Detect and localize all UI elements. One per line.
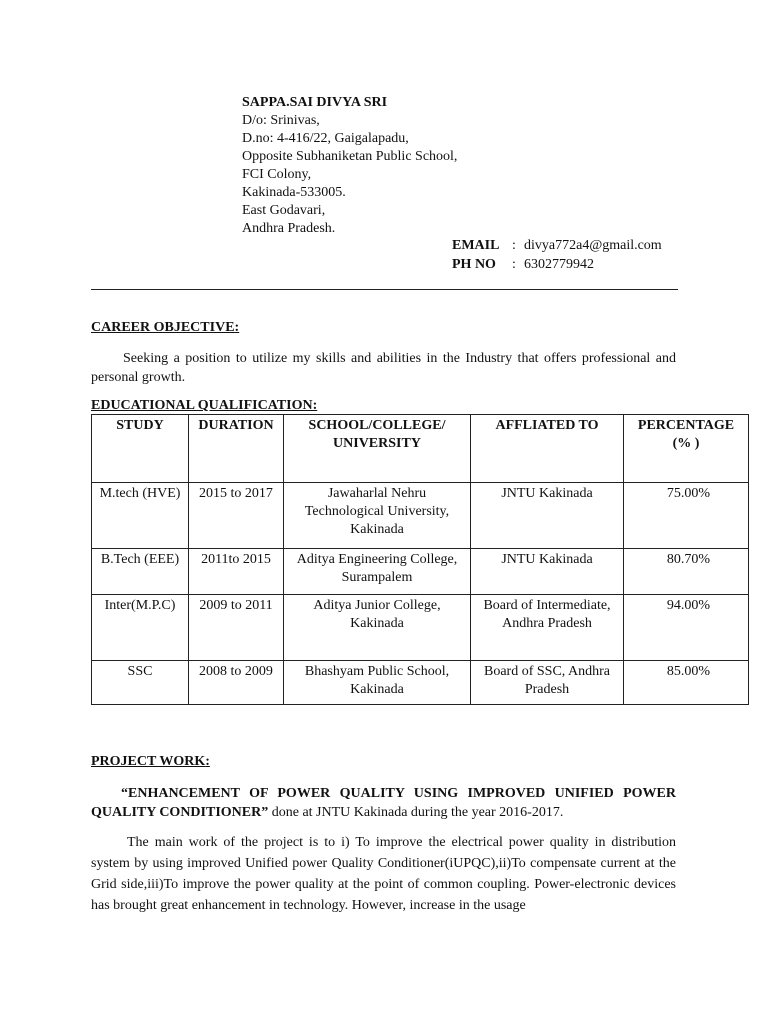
address-line: FCI Colony,	[242, 167, 312, 182]
contact-block	[452, 236, 662, 274]
affiliated-cell: Board of SSC, Andhra Pradesh	[471, 661, 624, 705]
career-objective-heading: CAREER OBJECTIVE:	[91, 320, 240, 335]
address-line: Opposite Subhaniketan Public School,	[242, 149, 458, 164]
duration-cell: 2008 to 2009	[189, 661, 284, 705]
address-line: East Godavari,	[242, 203, 326, 218]
email-label: EMAIL	[452, 238, 500, 253]
school-cell: Aditya Junior College, Kakinada	[284, 595, 471, 661]
project-title-bold: “ENHANCEMENT OF POWER QUALITY USING IMPROVED UNIFIED POWER QUALITY CONDITIONER”	[91, 786, 676, 820]
phone-separator: :	[512, 257, 516, 272]
study-cell: B.Tech (EEE)	[92, 549, 189, 595]
phone-value: 6302779942	[524, 257, 594, 272]
percentage-cell: 80.70%	[624, 549, 749, 595]
column-header: SCHOOL/COLLEGE/ UNIVERSITY	[284, 415, 471, 483]
column-header: DURATION	[189, 415, 284, 483]
school-cell: Bhashyam Public School, Kakinada	[284, 661, 471, 705]
affiliated-cell: JNTU Kakinada	[471, 483, 624, 549]
address-line: Andhra Pradesh.	[242, 221, 336, 236]
address-line: D/o: Srinivas,	[242, 113, 320, 128]
table-row	[92, 549, 749, 595]
study-cell: M.tech (HVE)	[92, 483, 189, 549]
project-description: The main work of the project is to i) To improve the electrical power quality in distribution system by using improved Unified power Quality Conditioner(iUPQC),ii)To compensate current at the Grid side,iii)To improve the power quality at the point of common coupling. Power-electronic devices has brought great enhancement in technology. However, increase in the usage	[91, 835, 676, 913]
email-value[interactable]: divya772a4@gmail.com	[524, 238, 662, 253]
school-cell: Aditya Engineering College, Surampalem	[284, 549, 471, 595]
education-heading: EDUCATIONAL QUALIFICATION:	[91, 398, 318, 413]
column-header: STUDY	[92, 415, 189, 483]
address-line: D.no: 4-416/22, Gaigalapadu,	[242, 131, 409, 146]
email-row	[452, 236, 662, 255]
table-row	[92, 595, 749, 661]
table-row	[92, 661, 749, 705]
duration-cell: 2009 to 2011	[189, 595, 284, 661]
education-table	[91, 414, 749, 705]
study-cell: SSC	[92, 661, 189, 705]
percentage-cell: 75.00%	[624, 483, 749, 549]
address-block	[242, 94, 457, 238]
project-title-rest: done at JNTU Kakinada during the year 2016-2017.	[268, 805, 564, 820]
affiliated-cell: JNTU Kakinada	[471, 549, 624, 595]
column-header: PERCENTAGE (% )	[624, 415, 749, 483]
school-cell: Jawaharlal Nehru Technological University, Kakinada	[284, 483, 471, 549]
phone-label: PH NO	[452, 257, 496, 272]
percentage-cell: 85.00%	[624, 661, 749, 705]
header-divider	[91, 289, 678, 290]
table-header-row	[92, 415, 749, 483]
column-header: AFFLIATED TO	[471, 415, 624, 483]
duration-cell: 2011to 2015	[189, 549, 284, 595]
percentage-cell: 94.00%	[624, 595, 749, 661]
affiliated-cell: Board of Intermediate, Andhra Pradesh	[471, 595, 624, 661]
project-heading: PROJECT WORK:	[91, 754, 210, 769]
phone-row	[452, 255, 662, 274]
career-objective-text: Seeking a position to utilize my skills and abilities in the Industry that offers professional and personal growth.	[91, 351, 676, 385]
project-title	[91, 784, 676, 822]
address-line: Kakinada-533005.	[242, 185, 346, 200]
candidate-name: SAPPA.SAI DIVYA SRI	[242, 95, 388, 110]
duration-cell: 2015 to 2017	[189, 483, 284, 549]
email-separator: :	[512, 238, 516, 253]
study-cell: Inter(M.P.C)	[92, 595, 189, 661]
table-row	[92, 483, 749, 549]
